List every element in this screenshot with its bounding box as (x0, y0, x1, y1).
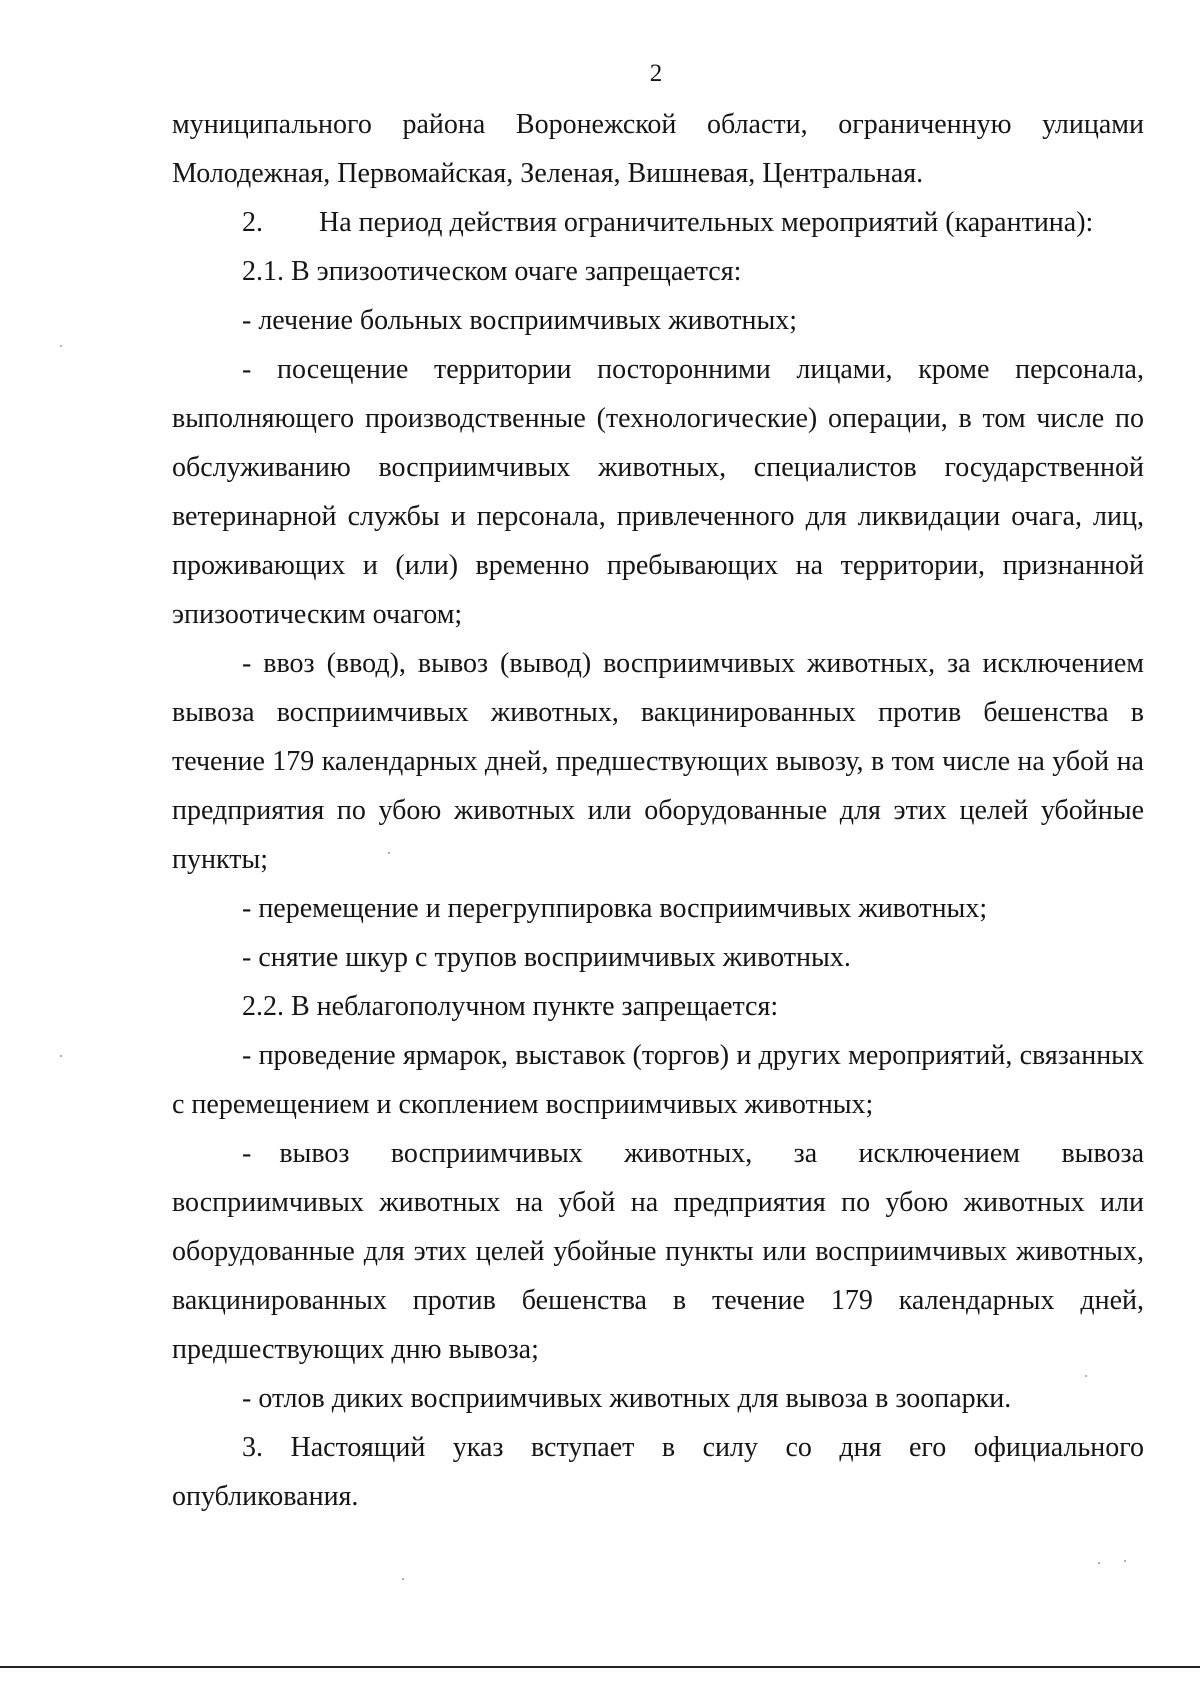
paragraph-ban-trapping: - отлов диких восприимчивых животных для вывоза в зоопарки. (242, 1383, 1012, 1414)
scan-speck (60, 1055, 62, 1057)
scan-speck (1124, 1560, 1126, 1562)
document-body (172, 100, 1144, 1521)
scan-speck (60, 345, 62, 347)
paragraph-ban-import-export: - ввоз (ввод), вывоз (вывод) восприимчивых животных, за исключением вывоза восприимчивых животных, вакцинированных против бешенства в течение 179 календарных дней, предшествующих вывозу, в том числе на убой на предприятия по убою животных или оборудованные для этих целей убойные пункты; (172, 648, 1144, 875)
paragraph-ban-treatment: - лечение больных восприимчивых животных; (242, 305, 798, 336)
bottom-border-line (0, 1666, 1200, 1668)
scan-speck (402, 1578, 404, 1580)
paragraph-district-boundary: муниципального района Воронежской области, ограниченную улицами Молодежная, Первомайская, Зеленая, Вишневая, Центральная. (172, 109, 1144, 189)
scan-speck (1085, 1375, 1087, 1377)
paragraph-ban-movement: - перемещение и перегруппировка восприимчивых животных; (242, 893, 988, 924)
paragraph-ban-skinning: - снятие шкур с трупов восприимчивых животных. (242, 942, 851, 973)
paragraph-item-3-effective-date: 3. Настоящий указ вступает в силу со дня его официального опубликования. (172, 1432, 1144, 1512)
scan-speck (1098, 1562, 1100, 1564)
paragraph-ban-visits: - посещение территории посторонними лицами, кроме персонала, выполняющего производственные (технологические) операции, в том числе по обслуживанию восприимчивых животных, специалистов государственной ветеринарной службы и персонала, привлеченного для ликвидации очага, лиц, проживающих и (или) временно пребывающих на территории, признанной эпизоотическим очагом; (172, 354, 1144, 630)
scan-speck (388, 852, 390, 854)
paragraph-ban-removal: - вывоз восприимчивых животных, за исключением вывоза восприимчивых животных на убой на предприятия по убою животных или оборудованные для этих целей убойные пункты или восприимчивых животных, вакцинированных против бешенства в течение 179 календарных дней, предшествующих дню вывоза; (172, 1138, 1144, 1365)
paragraph-item-2-1: 2.1. В эпизоотическом очаге запрещается: (242, 256, 742, 287)
paragraph-item-2-2: 2.2. В неблагополучном пункте запрещается: (242, 991, 779, 1022)
page-number: 2 (649, 60, 663, 87)
paragraph-item-2: 2. На период действия ограничительных мероприятий (карантина): (242, 207, 1094, 238)
paragraph-ban-fairs: - проведение ярмарок, выставок (торгов) и других мероприятий, связанных с перемещением и скоплением восприимчивых животных; (172, 1040, 1144, 1120)
